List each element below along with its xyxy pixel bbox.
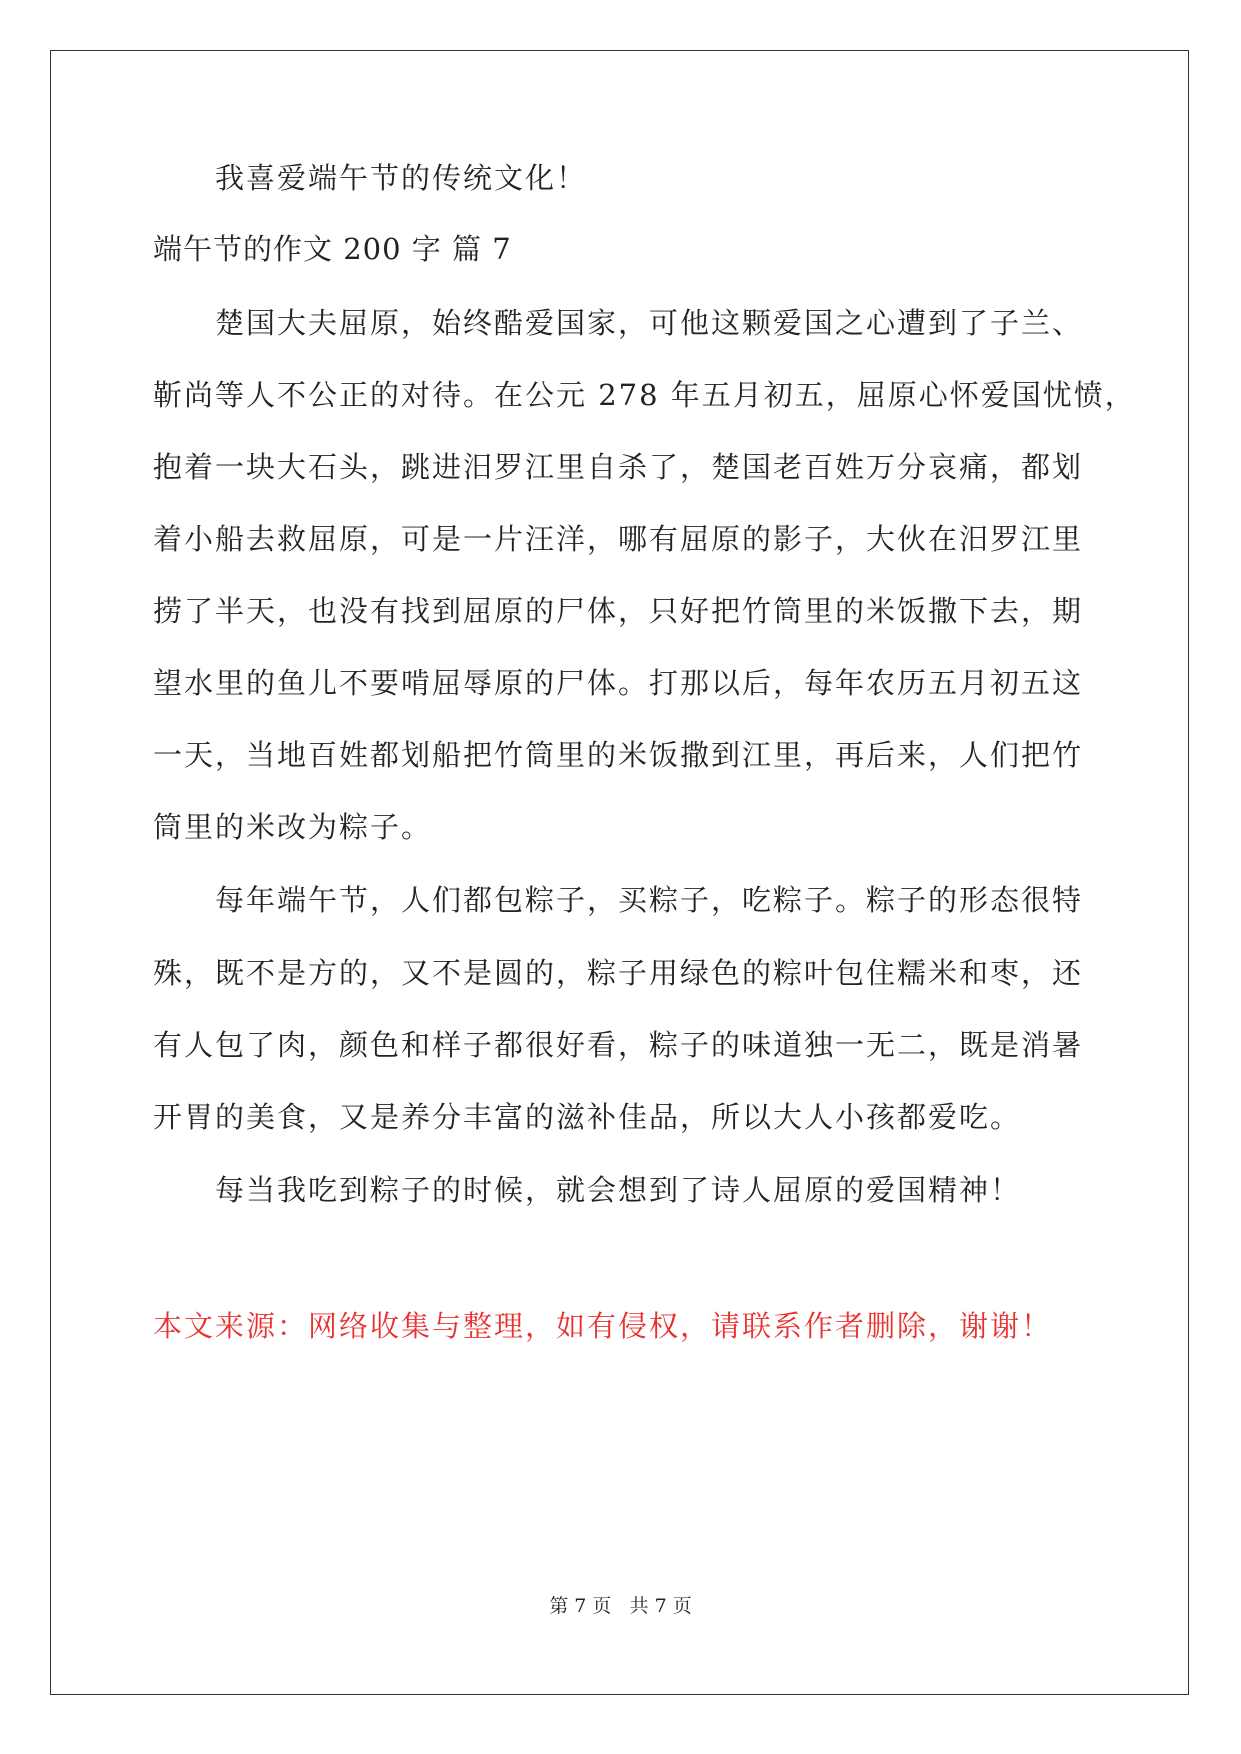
paragraph-2-line: 开胃的美食，又是养分丰富的滋补佳品，所以大人小孩都爱吃。 [153, 1100, 1022, 1134]
paragraph-2-line: 有人包了肉，颜色和样子都很好看，粽子的味道独一无二，既是消暑 [153, 1028, 1084, 1062]
paragraph-1-line: 着小船去救屈原，可是一片汪洋，哪有屈原的影子，大伙在汨罗江里 [153, 522, 1084, 556]
paragraph-1-line: 望水里的鱼儿不要啃屈辱原的尸体。打那以后，每年农历五月初五这 [153, 666, 1084, 700]
section-title: 端午节的作文 200 字 篇 7 [153, 232, 512, 266]
paragraph-2-line: 每年端午节，人们都包粽子，买粽子，吃粽子。粽子的形态很特 [215, 883, 1084, 917]
paragraph-3: 每当我吃到粽子的时候，就会想到了诗人屈原的爱国精神！ [215, 1173, 1022, 1207]
paragraph-1-line: 捞了半天，也没有找到屈原的尸体，只好把竹筒里的米饭撒下去，期 [153, 594, 1084, 628]
page-border [50, 50, 1189, 1695]
source-note: 本文来源：网络收集与整理，如有侵权，请联系作者删除，谢谢！ [153, 1309, 1053, 1343]
paragraph-1-line: 一天，当地百姓都划船把竹筒里的米饭撒到江里，再后来，人们把竹 [153, 738, 1084, 772]
paragraph-1-line: 筒里的米改为粽子。 [153, 810, 433, 844]
paragraph-1-line: 抱着一块大石头，跳进汨罗江里自杀了，楚国老百姓万分哀痛，都划 [153, 450, 1084, 484]
paragraph-1-line: 楚国大夫屈原，始终酷爱国家，可他这颗爱国之心遭到了子兰、 [215, 306, 1084, 340]
paragraph-1-line: 靳尚等人不公正的对待。在公元 278 年五月初五，屈原心怀爱国忧愤， [153, 378, 1136, 412]
page-number: 第 7 页 共 7 页 [549, 1595, 692, 1617]
paragraph-2-line: 殊，既不是方的，又不是圆的，粽子用绿色的粽叶包住糯米和枣，还 [153, 956, 1084, 990]
intro-line: 我喜爱端午节的传统文化！ [215, 161, 588, 195]
